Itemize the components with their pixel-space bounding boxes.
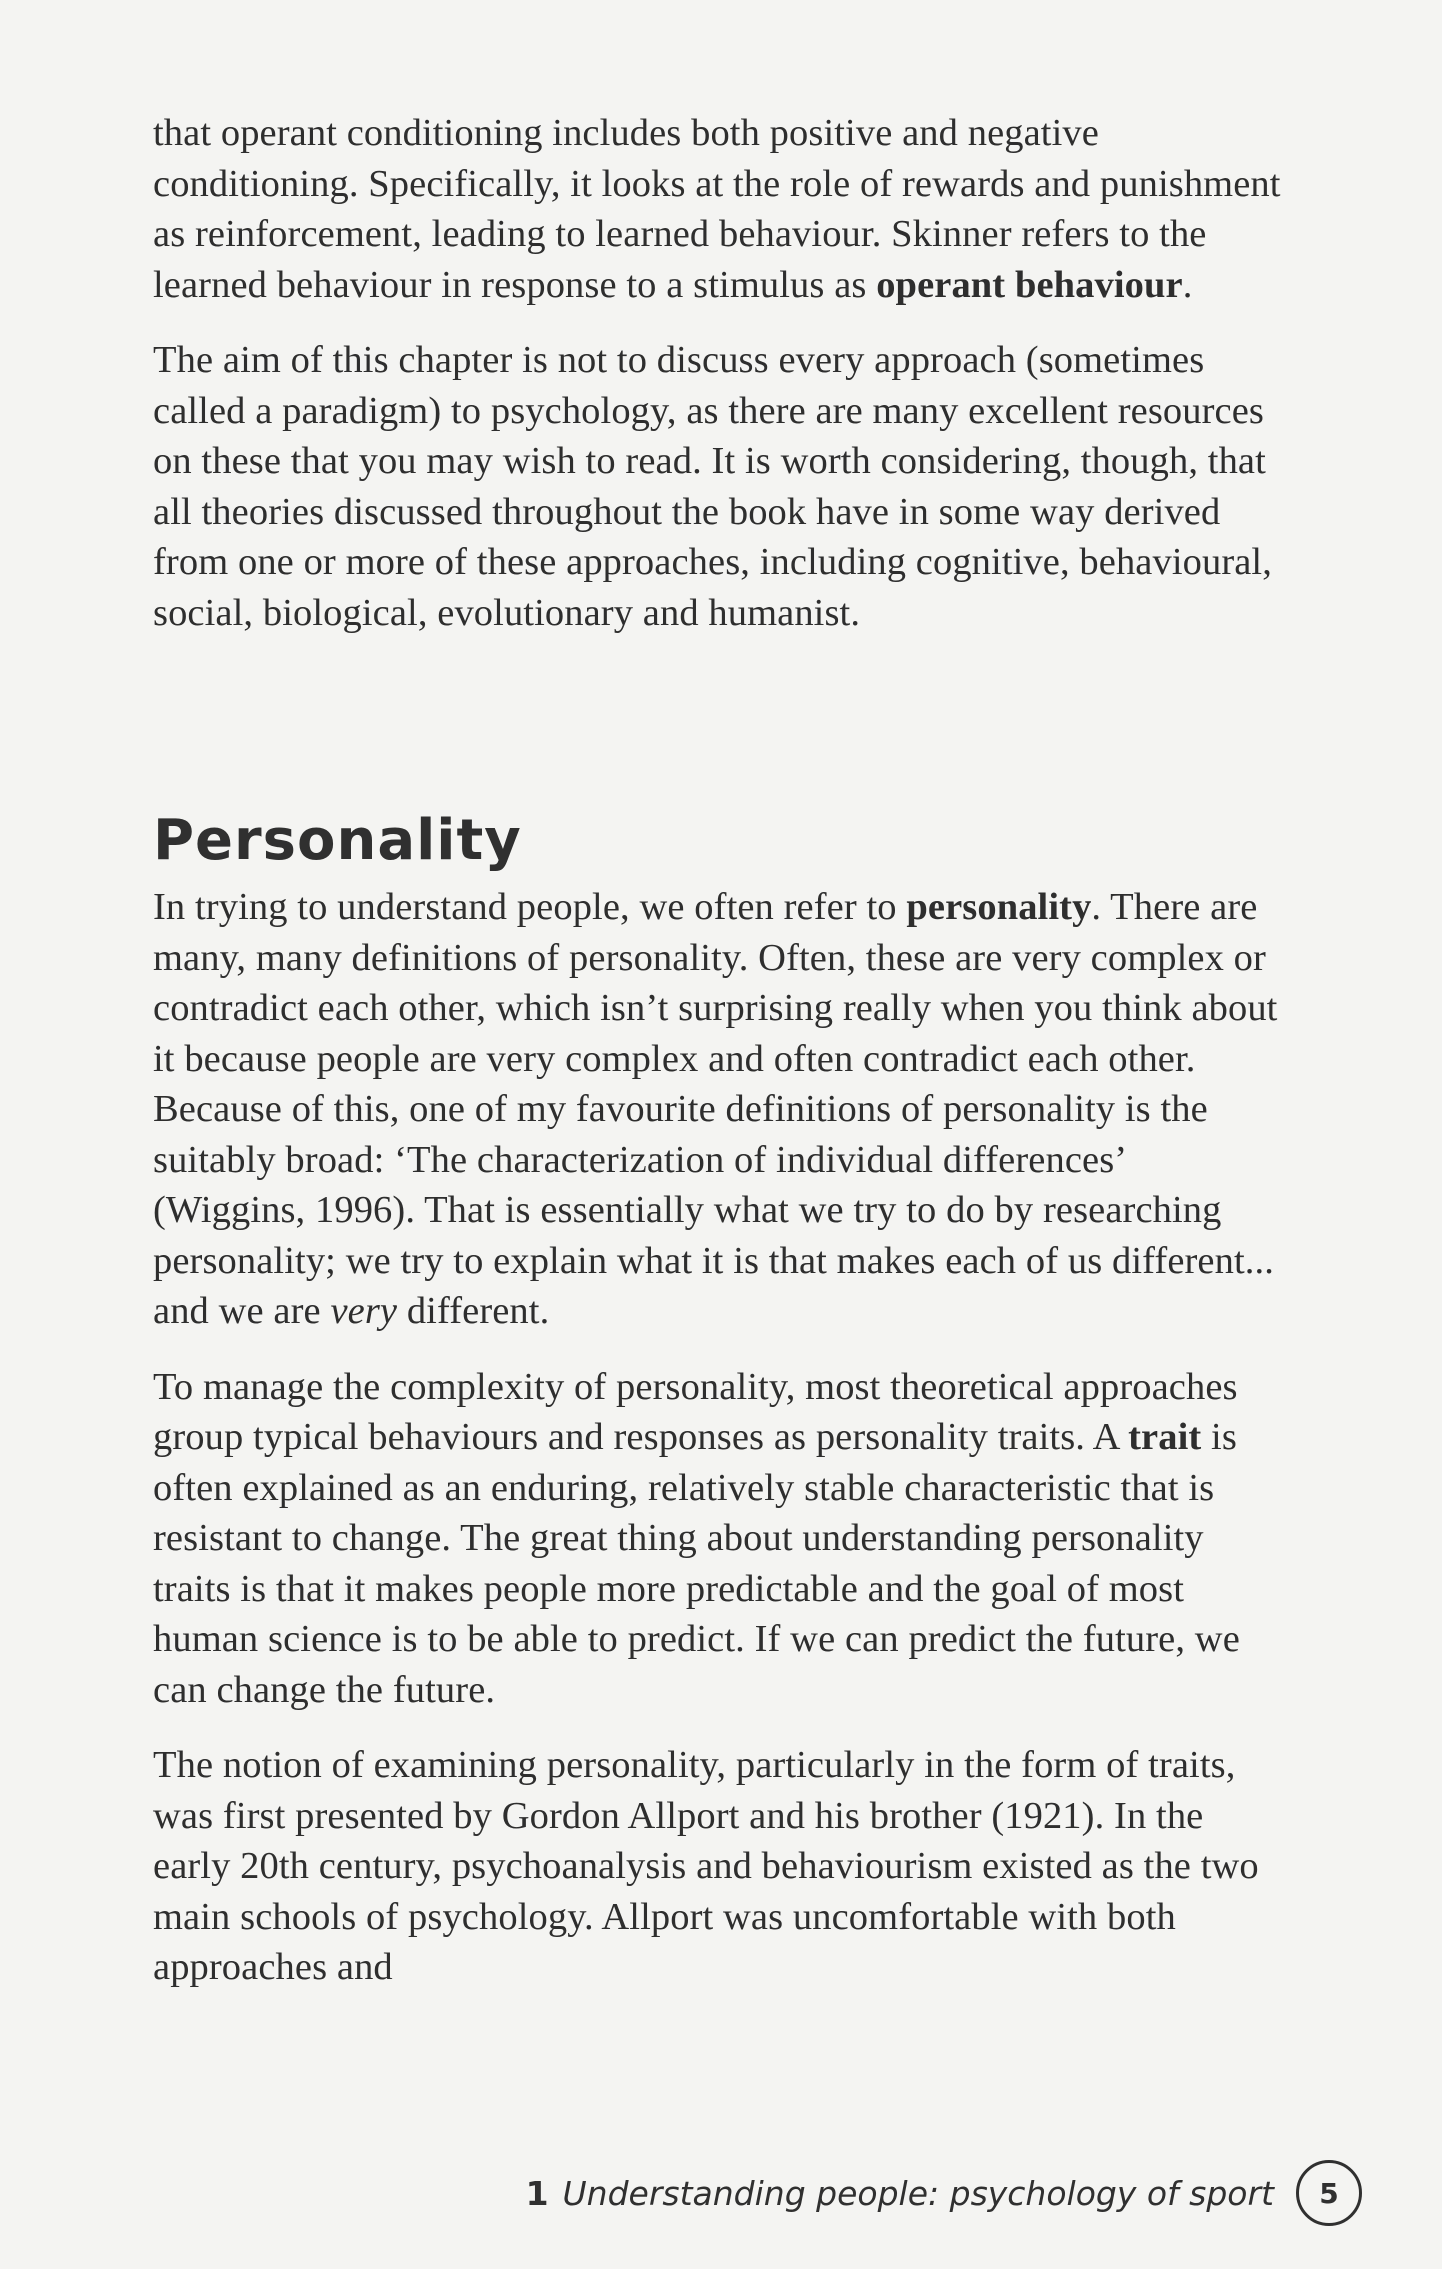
top-text-block [153,108,1283,663]
text-run: is often explained as an enduring, relatively stable characteristic that is resistant to change. The great thing about understanding personality traits is that it makes people more predictable and the goal of most human science is to be able to predict. If we can predict the future, we can change the future. [153,1416,1240,1711]
paragraph [153,335,1283,638]
text-run: In trying to understand people, we often refer to [153,886,907,928]
paragraph [153,1362,1283,1716]
paragraph [153,882,1283,1337]
text-run: different. [397,1290,550,1332]
text-run: that operant conditioning includes both positive and negative conditioning. Specifically, it looks at the role of rewards and punishment as reinforcement, leading to learned behaviour. Skinner refers to the learned behaviour in response to a stimulus as [153,112,1281,306]
key-term: trait [1128,1416,1202,1458]
key-term: personality [906,886,1092,928]
section-heading: Personality [153,808,522,873]
paragraph [153,108,1283,310]
text-run: The aim of this chapter is not to discuss every approach (sometimes called a paradigm) to psychology, as there are many excellent resources on these that you may wish to read. It is worth considering, though, that all theories discussed throughout the book have in some way derived from one or more of these approaches, including cognitive, behavioural, social, biological, evolutionary and humanist. [153,339,1272,634]
key-term: operant behaviour [876,263,1183,306]
chapter-title: Understanding people: psychology of sport [562,2173,1274,2213]
page-footer [526,2160,1362,2226]
text-run: . There are many, many definitions of personality. Often, these are very complex or contradict each other, which isn’t surprising really when you think about it because people are very complex and often contradict each other. Because of this, one of my favourite definitions of personality is the suitably broad: ‘The characterization of individual differences’ (Wiggins, 1996). That is essentially what we try to do by researching personality; we try to explain what it is that makes each of us different... and we are [153,886,1278,1332]
text-run: To manage the complexity of personality, most theoretical approaches group typical behaviours and responses as personality traits. A [153,1365,1238,1458]
personality-section [153,808,1283,2018]
text-run: The notion of examining personality, particularly in the form of traits, was first presented by Gordon Allport and his brother (1921). In the early 20th century, psychoanalysis and behaviourism existed as the two main schools of psychology. Allport was uncomfortable with both approaches and [153,1744,1259,1988]
chapter-number: 1 [525,2173,549,2213]
text-run: . [1182,263,1193,306]
emphasis: very [330,1290,398,1332]
page-number: 5 [1296,2160,1362,2226]
paragraph [153,1740,1283,1993]
